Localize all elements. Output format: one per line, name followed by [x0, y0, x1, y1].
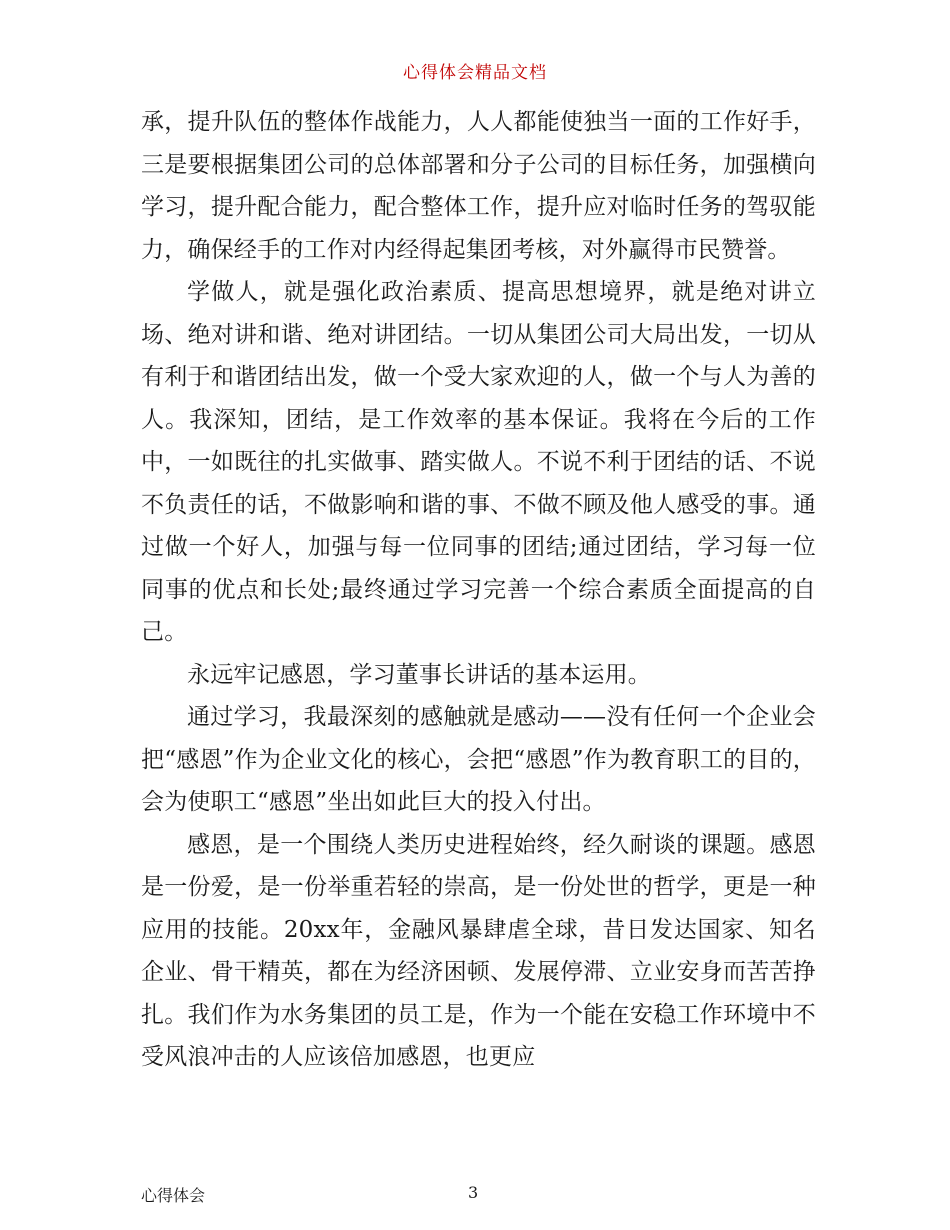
page-number: 3 [468, 1183, 479, 1202]
paragraph-gratitude-heading: 永远牢记感恩，学习董事长讲话的基本运用。 [187, 661, 651, 688]
paragraph-learn-to-be-person: 学做人，就是强化政治素质、提高思想境界，就是绝对讲立场、绝对讲和谐、绝对讲团结。一切从集团公司大局出发，一切从有利于和谐团结出发，做一个受大家欢迎的人，做一个与人为善的人。我深知，团结，是工作效率的基本保证。我将在今后的工作中，一如既往的扎实做事、踏实做人。不说不利于团结的话、不说不负责任的话，不做影响和谐的事、不做不顾及他人感受的事。通过做一个好人，加强与每一位同事的团结;通过团结，学习每一位同事的优点和长处;最终通过学习完善一个综合素质全面提高的自己。 [141, 279, 816, 645]
paragraph-continuation: 承，提升队伍的整体作战能力，人人都能使独当一面的工作好手，三是要根据集团公司的总体部署和分子公司的目标任务，加强横向学习，提升配合能力，配合整体工作，提升应对临时任务的驾驭能力，确保经手的工作对内经得起集团考核，对外赢得市民赞誉。 [141, 109, 816, 263]
page-header-title: 心得体会精品文档 [403, 63, 547, 83]
document-body [141, 101, 816, 1079]
paragraph-gratitude-topic: 感恩，是一个围绕人类历史进程始终，经久耐谈的课题。感恩是一份爱，是一份举重若轻的崇高，是一份处世的哲学，更是一种应用的技能。20xx年，金融风暴肆虐全球，昔日发达国家、知名企业、骨干精英，都在为经济困顿、发展停滞、立业安身而苦苦挣扎。我们作为水务集团的员工是，作为一个能在安稳工作环境中不受风浪冲击的人应该倍加感恩，也更应 [141, 831, 816, 1070]
footer-label: 心得体会 [141, 1186, 206, 1205]
paragraph-study-impression: 通过学习，我最深刻的感触就是感动——没有任何一个企业会把“感恩”作为企业文化的核心，会把“感恩”作为教育职工的目的，会为使职工“感恩”坐出如此巨大的投入付出。 [141, 704, 816, 815]
